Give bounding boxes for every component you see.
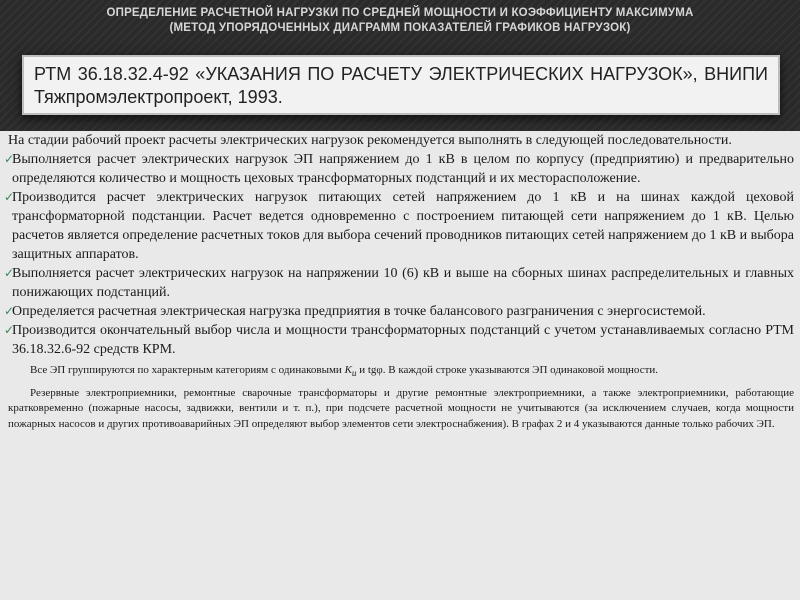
- bullet-text: Производится расчет электрических нагрузок питающих сетей напряжением до 1 кВ и на шинах каждой цеховой трансформаторной подстанции. Расчет ведется одновременно с построением питающей сети напряжением до 1 кВ. Целью расчетов является определение расчетных токов для выбора сечений проводников питающих сетей напряжением до 1 кВ и выбора защитных аппаратов.: [12, 190, 794, 262]
- header-line-2: (МЕТОД УПОРЯДОЧЕННЫХ ДИАГРАММ ПОКАЗАТЕЛЕЙ ГРАФИКОВ НАГРУЗОК): [169, 22, 631, 34]
- intro-text: На стадии рабочий проект расчеты электрических нагрузок рекомендуется выполнять в следующей последовательности.: [8, 133, 732, 148]
- bullet-text: Выполняется расчет электрических нагрузок ЭП напряжением до 1 кВ в целом по корпусу (предприятию) и предварительно определяются количество и мощность цеховых трансформаторных подстанций и их месторасположение.: [12, 152, 794, 186]
- checkmark-icon: ✓: [4, 152, 15, 166]
- checkmark-icon: ✓: [4, 323, 15, 337]
- bullet-item-5: [4, 321, 794, 359]
- k-symbol: К: [344, 364, 352, 376]
- content-panel: [0, 131, 800, 600]
- checkmark-icon: ✓: [4, 190, 15, 204]
- notes-section: [4, 363, 794, 432]
- bullet-item-4: [4, 302, 794, 321]
- reference-text: РТМ 36.18.32.4-92 «УКАЗАНИЯ ПО РАСЧЕТУ ЭЛЕКТРИЧЕСКИХ НАГРУЗОК», ВНИПИ Тяжпромэлектропроект, 1993.: [34, 64, 768, 107]
- note-grouping: Все ЭП группируются по характерным категориям с одинаковыми $К_и$ и tgφ. В каждой строке указываются ЭП одинаковой мощности.: [30, 364, 659, 379]
- bullet-text: Выполняется расчет электрических нагрузок на напряжении 10 (6) кВ и выше на сборных шинах распределительных и главных понижающих подстанций.: [12, 266, 794, 300]
- header-line-1: ОПРЕДЕЛЕНИЕ РАСЧЕТНОЙ НАГРУЗКИ ПО СРЕДНЕЙ МОЩНОСТИ И КОЭФФИЦИЕНТУ МАКСИМУМА: [106, 7, 694, 19]
- bullet-text: Определяется расчетная электрическая нагрузка предприятия в точке балансового разграничения с энергосистемой.: [12, 304, 706, 319]
- k-subscript: и: [351, 368, 357, 379]
- checkmark-icon: ✓: [4, 304, 15, 318]
- note-reserve: Резервные электроприемники, ремонтные сварочные трансформаторы и другие ремонтные электроприемники, а также электроприемники, работающие кратковременно (пожарные насосы, задвижки, вентили и т. п.), при подсчете расчетной мощности не учитываются (за исключением случаев, когда мощности пожарных насосов и других противоаварийных ЭП определяют выбор элементов сети электроснабжения). В графах 2 и 4 указываются данные только рабочих ЭП.: [8, 386, 794, 430]
- slide-header: [0, 6, 800, 36]
- checkmark-icon: ✓: [4, 266, 15, 280]
- bullet-text: Производится окончательный выбор числа и мощности трансформаторных подстанций с учетом устанавливаемых согласно РТМ 36.18.32.6-92 средств КРМ.: [12, 323, 794, 357]
- reference-box: [22, 55, 780, 115]
- bullet-item-3: [4, 264, 794, 302]
- bullet-item-2: [4, 188, 794, 264]
- bullet-item-1: [4, 150, 794, 188]
